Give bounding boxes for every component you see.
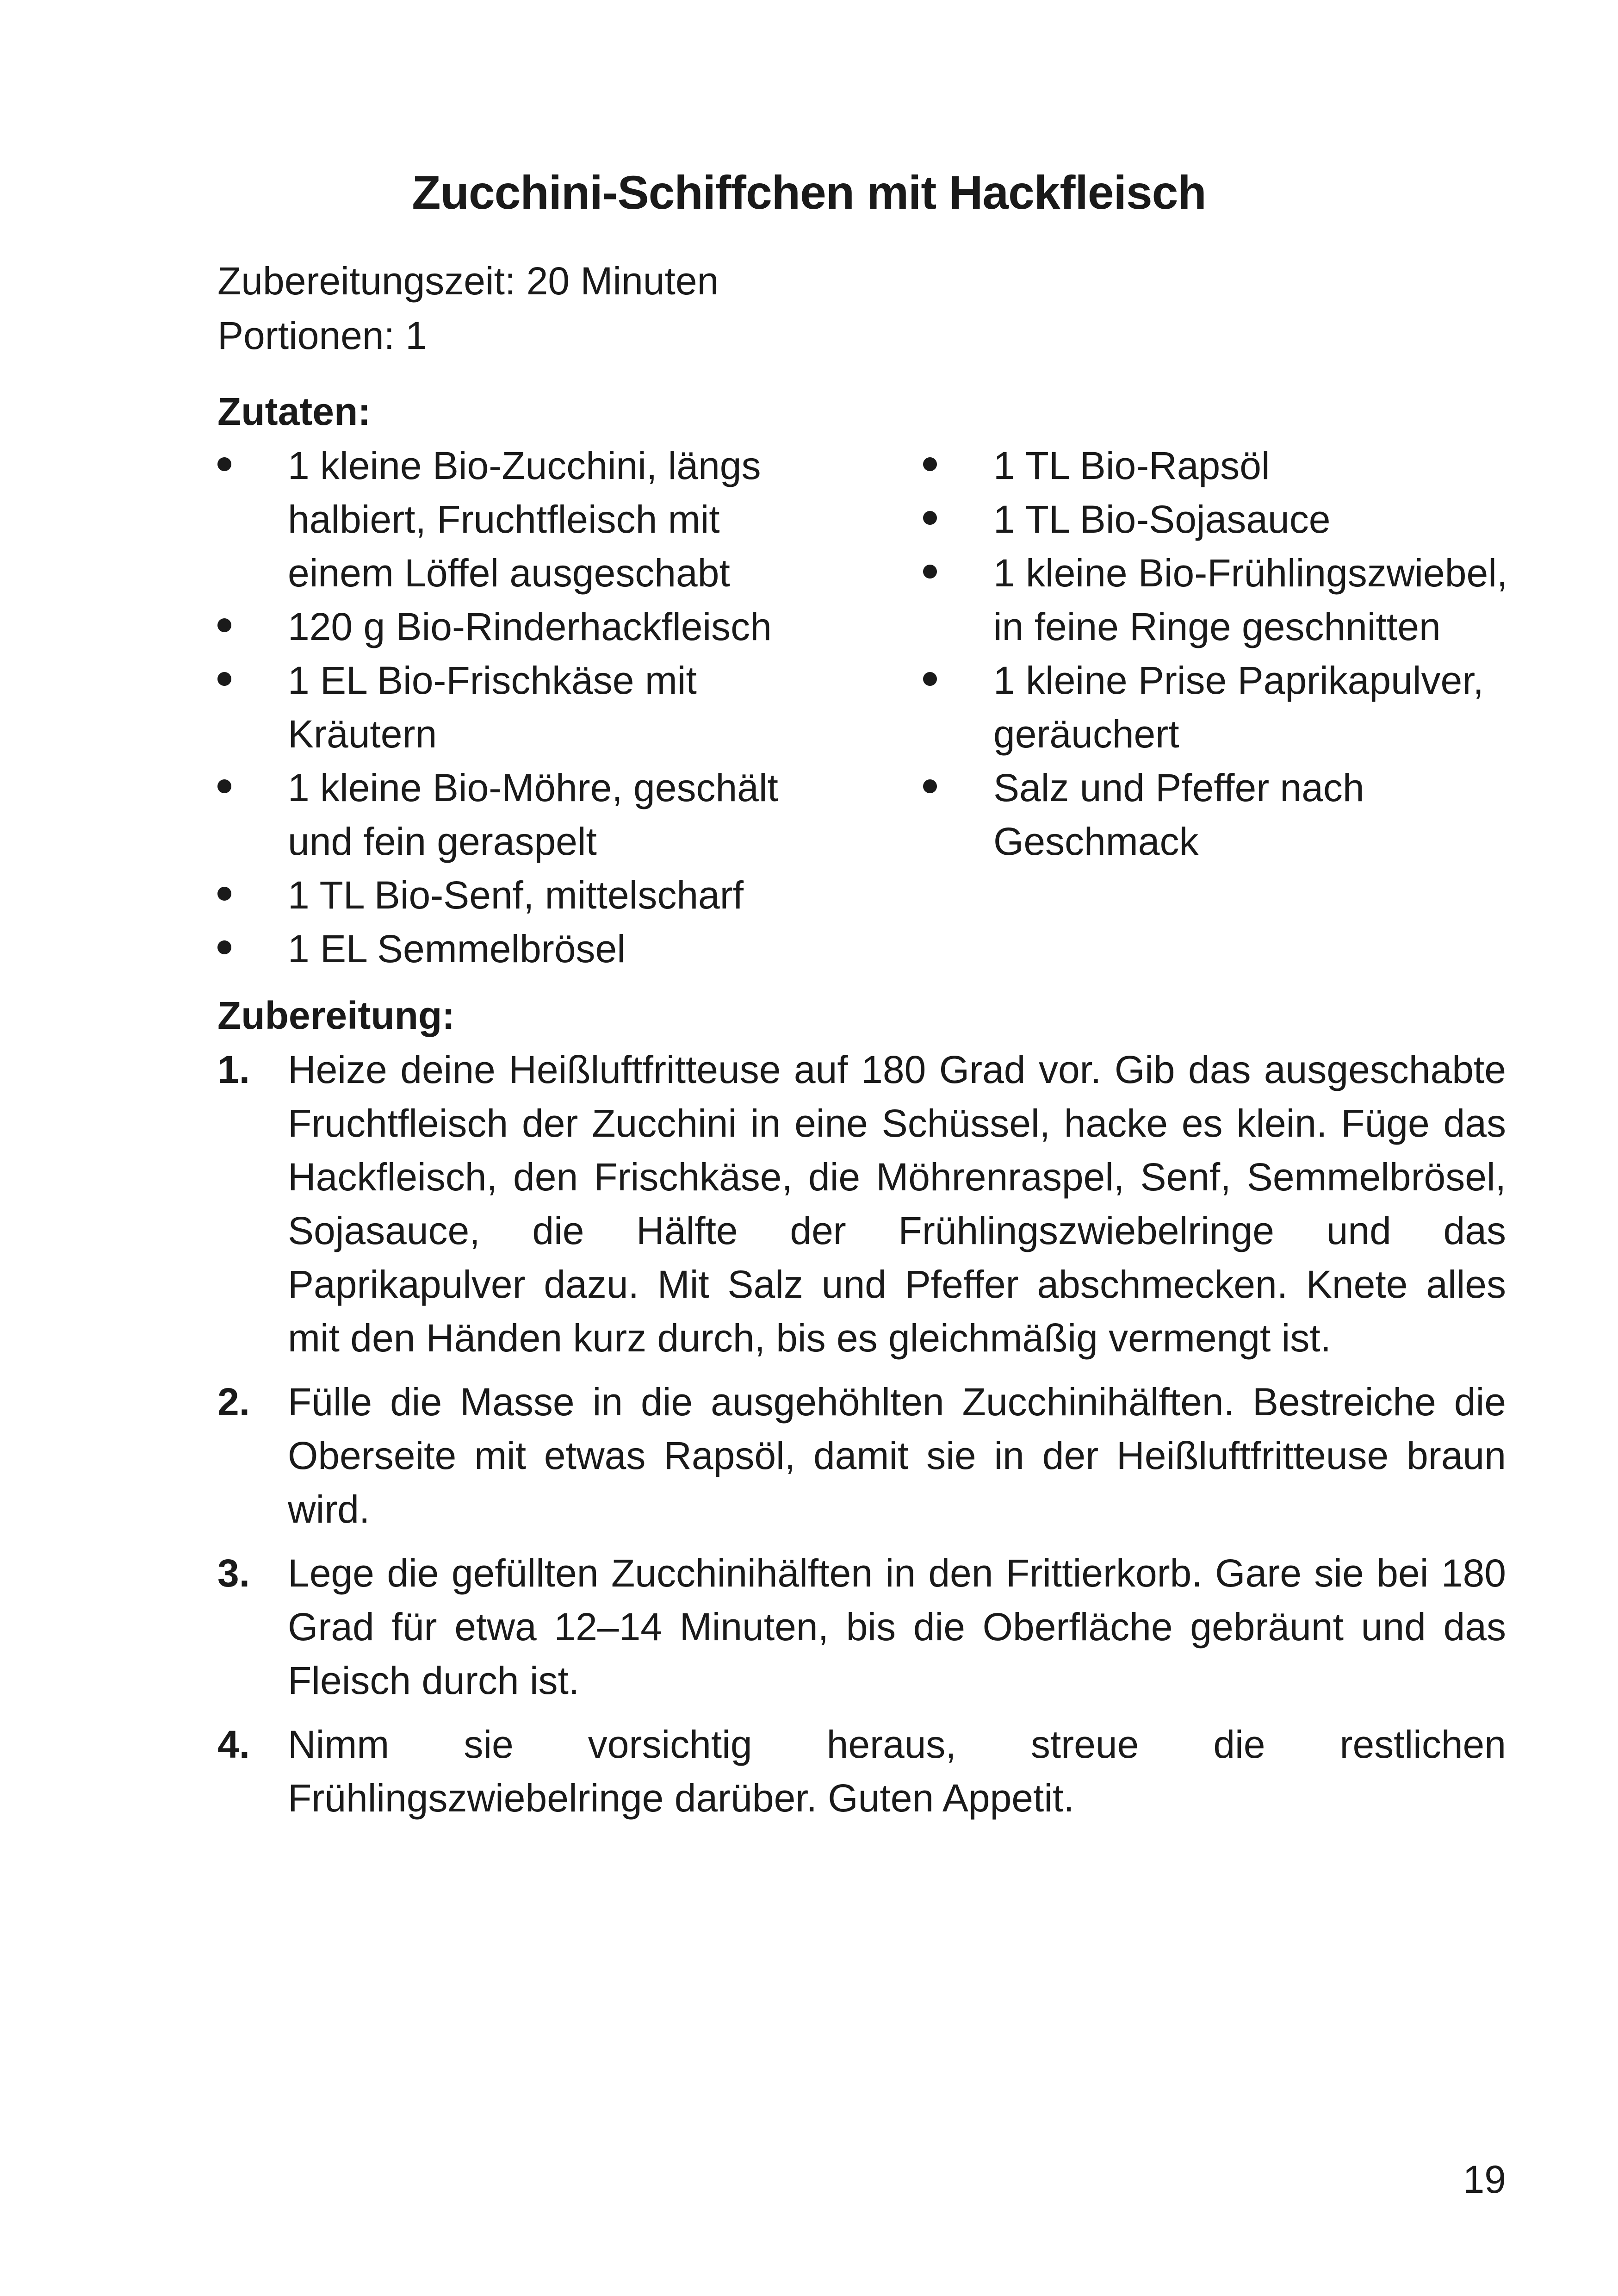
step-text: Heize deine Heißluftfritteuse auf 180 Grad vor. Gib das ausgeschabte Fruchtfleisch der Zucchini in eine Schüssel, hacke es klein. Füge das Hackfleisch, den Frischkäse, die Möhrenraspel, Senf, Semmelbrösel, Sojasauce, die Hälfte der Frühlingszwiebelringe und das Paprikapulver dazu. Mit Salz und Pfeffer abschmecken. Knete alles mit den Händen kurz durch, bis es gleichmäßig vermengt ist. bbox=[288, 1048, 1506, 1360]
ingredient-item bbox=[217, 922, 819, 976]
step-item bbox=[217, 1717, 1506, 1825]
preparation-steps bbox=[217, 1043, 1506, 1835]
ingredient-text: 1 kleine Bio-Möhre, geschält und fein geraspelt bbox=[288, 766, 778, 863]
step-text: Nimm sie vorsichtig heraus, streue die restlichen Frühlingszwiebelringe darüber. Guten Appetit. bbox=[288, 1723, 1506, 1820]
ingredient-text: 1 TL Bio-Rapsöl bbox=[993, 444, 1270, 487]
step-number: 3. bbox=[217, 1551, 250, 1595]
ingredient-text: 1 kleine Prise Paprikapulver, geräuchert bbox=[993, 659, 1484, 756]
ingredients-heading: Zutaten: bbox=[217, 390, 371, 433]
bullet-icon bbox=[923, 511, 937, 525]
ingredient-item bbox=[923, 439, 1520, 492]
step-item bbox=[217, 1375, 1506, 1536]
ingredient-item bbox=[923, 761, 1520, 868]
bullet-icon bbox=[217, 618, 231, 632]
step-number: 2. bbox=[217, 1380, 250, 1424]
ingredient-item bbox=[217, 868, 819, 922]
ingredient-text: 1 kleine Bio-Zucchini, längs halbiert, Fruchtfleisch mit einem Löffel ausgeschabt bbox=[288, 444, 761, 595]
ingredient-text: Salz und Pfeffer nach Geschmack bbox=[993, 766, 1364, 863]
ingredient-item bbox=[217, 761, 819, 868]
bullet-icon bbox=[923, 457, 937, 471]
bullet-icon bbox=[217, 940, 231, 954]
ingredients-list-right bbox=[923, 439, 1520, 868]
ingredient-text: 120 g Bio-Rinderhackfleisch bbox=[288, 605, 772, 648]
step-number: 4. bbox=[217, 1723, 250, 1766]
ingredient-text: 1 TL Bio-Senf, mittelscharf bbox=[288, 873, 744, 917]
ingredient-text: 1 EL Bio-Frischkäse mit Kräutern bbox=[288, 659, 697, 756]
recipe-title: Zucchini-Schiffchen mit Hackfleisch bbox=[412, 166, 1206, 219]
ingredient-item bbox=[217, 600, 819, 653]
step-item bbox=[217, 1546, 1506, 1707]
bullet-icon bbox=[923, 672, 937, 686]
step-text: Fülle die Masse in die ausgehöhlten Zucchinihälften. Bestreiche die Oberseite mit etwas Rapsöl, damit sie in der Heißluftfritteuse braun wird. bbox=[288, 1380, 1506, 1531]
ingredients-list-left bbox=[217, 439, 819, 976]
bullet-icon bbox=[217, 779, 231, 793]
ingredient-item bbox=[923, 653, 1520, 761]
bullet-icon bbox=[923, 779, 937, 793]
servings: Portionen: 1 bbox=[217, 314, 427, 357]
bullet-icon bbox=[923, 565, 937, 579]
ingredient-text: 1 TL Bio-Sojasauce bbox=[993, 498, 1331, 541]
ingredient-text: 1 kleine Bio-Frühlingszwiebel, in feine Ringe geschnitten bbox=[993, 551, 1508, 648]
ingredient-item bbox=[217, 439, 819, 600]
prep-time: Zubereitungszeit: 20 Minuten bbox=[217, 259, 719, 303]
preparation-heading: Zubereitung: bbox=[217, 994, 455, 1037]
ingredient-item bbox=[923, 546, 1520, 653]
bullet-icon bbox=[217, 457, 231, 471]
page-number: 19 bbox=[1463, 2158, 1506, 2201]
ingredient-text: 1 EL Semmelbrösel bbox=[288, 927, 626, 971]
ingredient-item bbox=[217, 653, 819, 761]
step-text: Lege die gefüllten Zucchinihälften in den Frittierkorb. Gare sie bei 180 Grad für etwa 12–14 Minuten, bis die Oberfläche gebräunt und das Fleisch durch ist. bbox=[288, 1551, 1506, 1702]
step-item bbox=[217, 1043, 1506, 1365]
recipe-meta bbox=[217, 254, 719, 363]
ingredient-item bbox=[923, 492, 1520, 546]
bullet-icon bbox=[217, 887, 231, 901]
bullet-icon bbox=[217, 672, 231, 686]
step-number: 1. bbox=[217, 1048, 250, 1091]
